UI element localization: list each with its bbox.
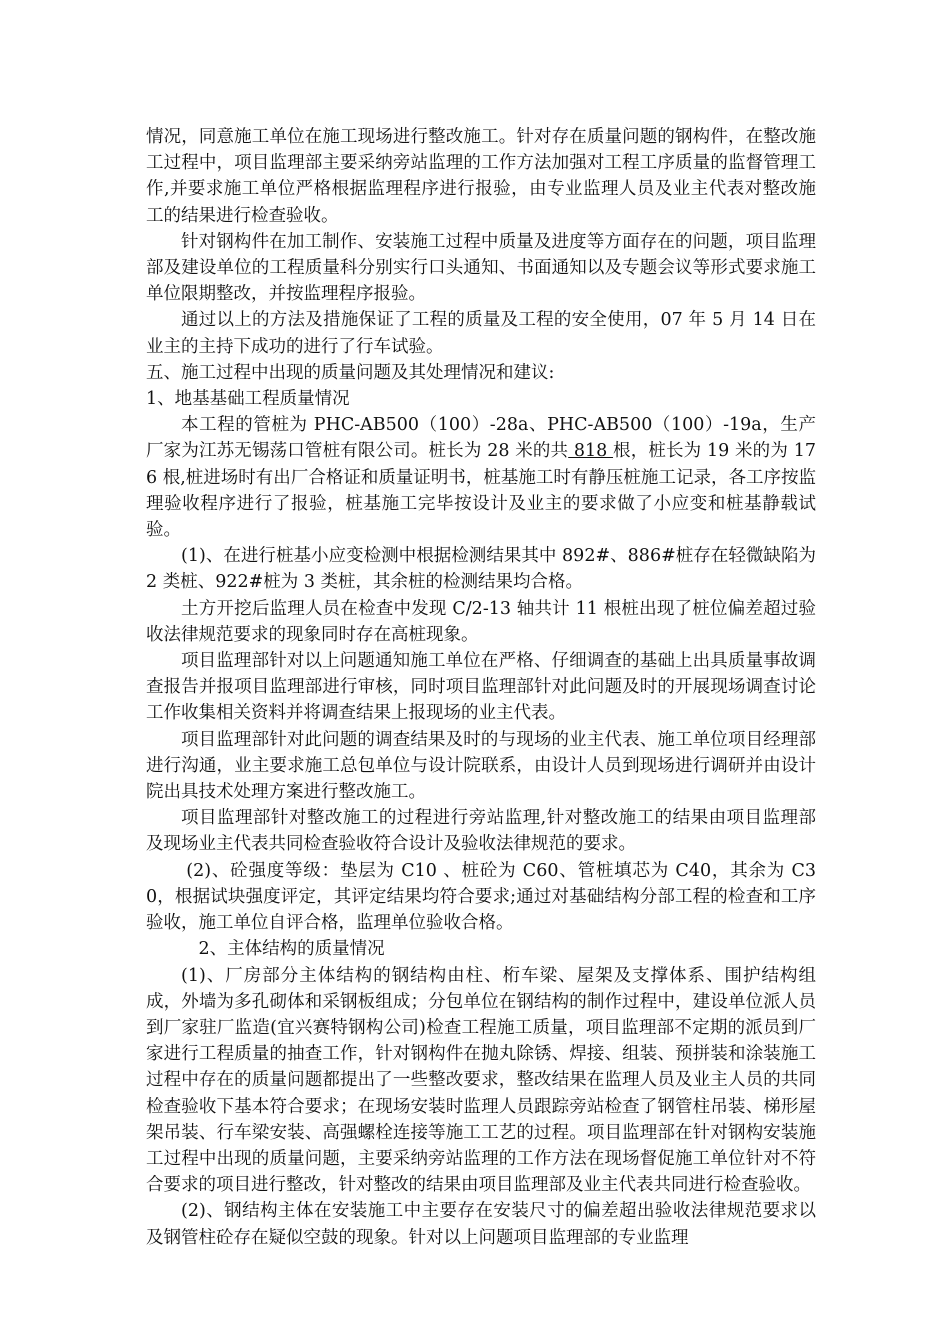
paragraph-1 <box>146 124 816 229</box>
paragraph-3 <box>146 307 816 359</box>
paragraph-concrete-strength <box>146 858 816 937</box>
pile-info-text-b: 根，桩长为 19 米的为 176 根,桩进场时有出厂合格证和质量证明书，桩基施工时有静压桩施工记录，各工序按监理验收程序进行了报验，桩基施工完毕按设计及业主的要求做了小应变和桩基静载试验。 <box>146 441 816 541</box>
subsection-heading-2 <box>146 936 816 962</box>
investigation-text: 项目监理部针对以上问题通知施工单位在严格、仔细调查的基础上出具质量事故调查报告并报项目监理部进行审核，同时项目监理部针对此问题及时的开展现场调查讨论工作收集相关资料并将调查结果上报现场的业主代表。 <box>146 651 816 724</box>
pile-deviation-text: 土方开挖后监理人员在检查中发现 C/2-13 轴共计 11 根桩出现了桩位偏差超过验收法律规范要求的现象同时存在高桩现象。 <box>146 598 816 645</box>
paragraph-steel-structure <box>146 963 816 1199</box>
steel-structure-text: (1)、厂房部分主体结构的钢结构由柱、桁车梁、屋架及支撑体系、围护结构组成，外墙为多孔砌体和采钢板组成；分包单位在钢结构的制作过程中，建设单位派人员到厂家驻厂监造(宜兴赛特钢构公司)检查工程施工质量，项目监理部不定期的派员到厂家进行工程质量的抽查工作，针对钢构件在抛丸除锈、焊接、组装、预拼装和涂装施工过程中存在的质量问题都提出了一些整改要求，整改结果在监理人员及业主人员的共同检查验收下基本符合要求；在现场安装时监理人员跟踪旁站检查了钢管柱吊装、梯形屋架吊装、行车梁安装、高强螺栓连接等施工工艺的过程。项目监理部在针对钢构安装施工过程中出现的质量问题，主要采纳旁站监理的工作方法在现场督促施工单位针对不符合要求的项目进行整改，针对整改的结果由项目监理部及业主代表共同进行检查验收。 <box>146 965 816 1196</box>
pile-test-text: (1)、在进行桩基小应变检测中根据检测结果其中 892#、886#桩存在轻微缺陷为 2 类桩、922#桩为 3 类桩，其余桩的检测结果均合格。 <box>146 546 816 593</box>
pile-count-underlined: 818 <box>568 441 614 462</box>
document-body <box>146 124 816 1251</box>
paragraph-3-text: 通过以上的方法及措施保证了工程的质量及工程的安全使用，07 年 5 月 14 日在业主的主持下成功的进行了行车试验。 <box>146 310 816 357</box>
paragraph-pile-deviation <box>146 596 816 648</box>
paragraph-supervision <box>146 805 816 857</box>
paragraph-steel-issues <box>146 1198 816 1250</box>
subsection-heading-2-text: 2、主体结构的质量情况 <box>198 939 385 960</box>
paragraph-communication <box>146 727 816 806</box>
supervision-text: 项目监理部针对整改施工的过程进行旁站监理,针对整改施工的结果由项目监理部及现场业主代表共同检查验收符合设计及验收法律规范的要求。 <box>146 808 816 855</box>
subsection-heading-1-text: 1、地基基础工程质量情况 <box>146 389 350 410</box>
paragraph-1-text: 情况，同意施工单位在施工现场进行整改施工。针对存在质量问题的钢构件，在整改施工过程中，项目监理部主要采纳旁站监理的工作方法加强对工程工序质量的监督管理工作,并要求施工单位严格根据监理程序进行报验，由专业监理人员及业主代表对整改施工的结果进行检查验收。 <box>146 127 816 226</box>
section-heading-5 <box>146 360 816 386</box>
paragraph-2 <box>146 229 816 308</box>
paragraph-investigation <box>146 648 816 727</box>
section-heading-5-text: 五、施工过程中出现的质量问题及其处理情况和建议: <box>146 362 555 383</box>
paragraph-pile-info <box>146 412 816 543</box>
paragraph-pile-test <box>146 543 816 595</box>
pile-info-text-a: 本工程的管桩为 PHC-AB500（100）-28a、PHC-AB500（100）-19a，生产厂家为江苏无锡荡口管桩有限公司。桩长为 28 米的共 <box>146 415 816 462</box>
paragraph-2-text: 针对钢构件在加工制作、安装施工过程中质量及进度等方面存在的问题，项目监理部及建设单位的工程质量科分别实行口头通知、书面通知以及专题会议等形式要求施工单位限期整改，并按监理程序报验。 <box>146 231 816 305</box>
steel-issues-text: (2)、钢结构主体在安装施工中主要存在安装尺寸的偏差超出验收法律规范要求以及钢管柱砼存在疑似空鼓的现象。针对以上问题项目监理部的专业监理 <box>146 1201 816 1248</box>
concrete-strength-text: (2)、砼强度等级：垫层为 C10 、桩砼为 C60、管桩填芯为 C40，其余为 C30，根据试块强度评定，其评定结果均符合要求;通过对基础结构分部工程的检查和工序验收，施工单位自评合格，监理单位验收合格。 <box>146 860 816 934</box>
communication-text: 项目监理部针对此问题的调查结果及时的与现场的业主代表、施工单位项目经理部进行沟通，业主要求施工总包单位与设计院联系，由设计人员到现场进行调研并由设计院出具技术处理方案进行整改施工。 <box>146 729 816 803</box>
subsection-heading-1 <box>146 386 816 412</box>
